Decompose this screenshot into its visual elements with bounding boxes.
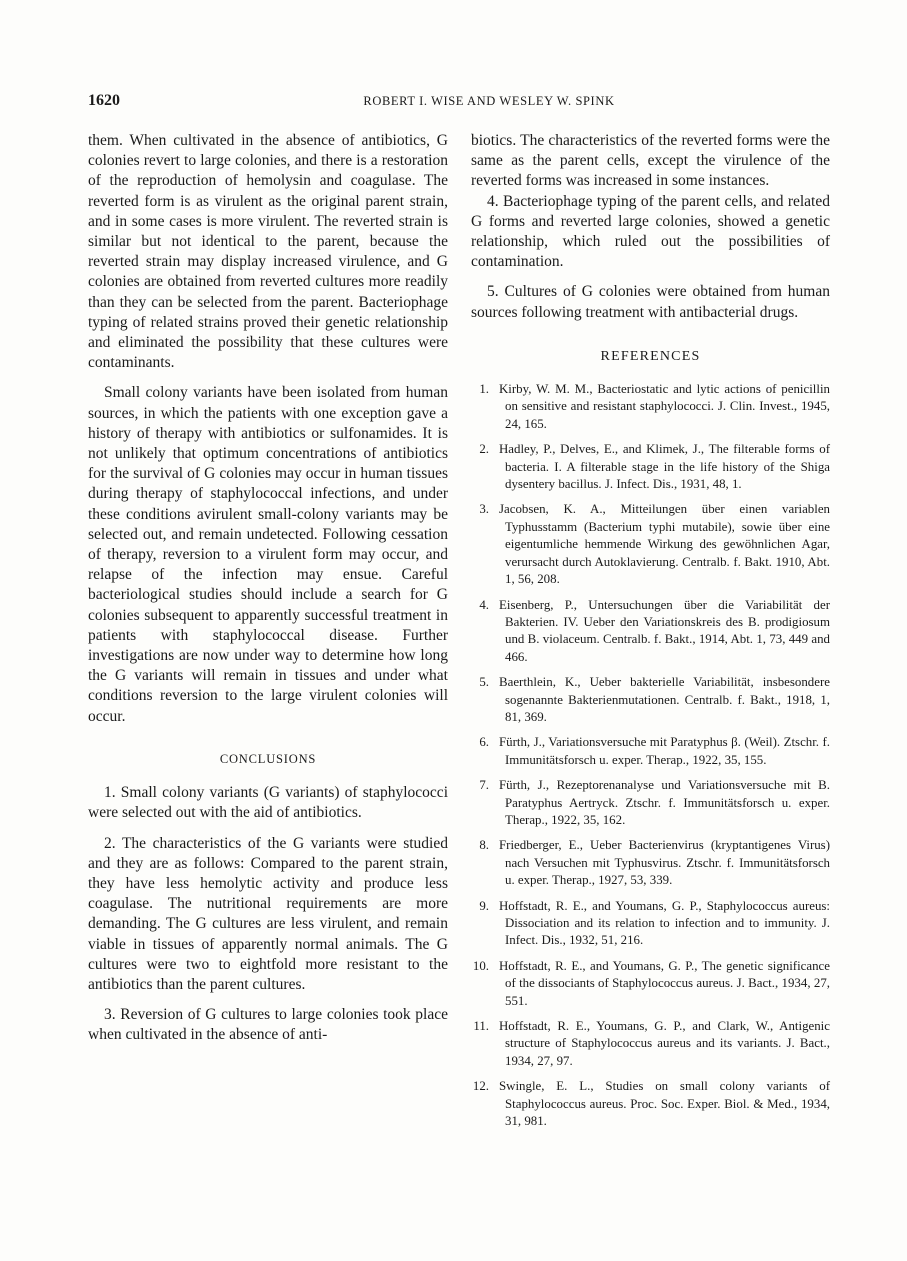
- reference-number: 3.: [479, 502, 489, 517]
- reference-number: 4.: [479, 597, 489, 612]
- reference-item: [471, 597, 830, 667]
- reference-item: [471, 441, 830, 493]
- running-head: ROBERT I. WISE AND WESLEY W. SPINK: [363, 94, 615, 108]
- conclusion-item: 2. The characteristics of the G variants were studied and they are as follows: Compared to the parent strain, they have less hemolytic activity and produce less coagulase. The nutritional requirements are more demanding. The G cultures are less virulent, and remain viable in tissues of apparently normal animals. The G cultures were two to eightfold more resistant to the antibiotics than the parent cultures.: [88, 834, 448, 993]
- conclusion-continuation: biotics. The characteristics of the reverted forms were the same as the parent cells, except the virulence of the reverted forms was increased in some instances.: [471, 132, 830, 190]
- conclusion-item: 1. Small colony variants (G variants) of staphylococci were selected out with the aid of antibiotics.: [88, 784, 448, 822]
- reference-item: [471, 501, 830, 588]
- reference-text: Kirby, W. M. M., Bacteriostatic and lytic actions of penicillin on sensitive and resistant staphylococci. J. Clin. Invest., 1945, 24, 165.: [499, 382, 830, 431]
- reference-text: Hoffstadt, R. E., and Youmans, G. P., Staphylococcus aureus: Dissociation and its relation to infection and to immunity. J. Infect. Dis., 1932, 51, 216.: [499, 898, 830, 948]
- conclusion-item: 5. Cultures of G colonies were obtained from human sources following treatment with antibacterial drugs.: [471, 283, 830, 321]
- reference-item: [471, 381, 830, 433]
- conclusion-item: 3. Reversion of G cultures to large colonies took place when cultivated in the absence of anti-: [88, 1006, 448, 1044]
- reference-item: [471, 958, 830, 1010]
- reference-item: [471, 777, 830, 829]
- reference-text: Hoffstadt, R. E., Youmans, G. P., and Clark, W., Antigenic structure of Staphylococcus aureus and its variants. J. Bact., 1934, 27, 97.: [499, 1019, 830, 1068]
- reference-item: [471, 1078, 830, 1130]
- reference-text: Fürth, J., Rezeptorenanalyse und Variationsversuche mit B. Paratyphus Aertryck. Ztschr. f. Immunitätsforsch u. exper. Therap., 1922, 35, 162.: [499, 778, 830, 827]
- body-paragraph: Small colony variants have been isolated from human sources, in which the patients with one exception gave a history of therapy with antibiotics or sulfonamides. It is not unlikely that optimum concentrations of antibiotics for the survival of G colonies may occur in human tissues during therapy of staphylococcal infections, and under these conditions avirulent small-colony variants may be selected out, and remain undetected. Following cessation of therapy, reversion to a virulent form may occur, and relapse of the infection may ensue. Careful bacteriological studies should include a search for G colonies subsequent to apparently successful treatment in patients with staphylococcal disease. Further investigations are now under way to determine how long the G variants will remain in tissues and under what conditions reversion to the large virulent colonies will occur.: [88, 384, 448, 725]
- reference-number: 8.: [479, 838, 489, 853]
- left-column: [88, 131, 448, 1046]
- reference-number: 10.: [472, 958, 489, 973]
- reference-number: 11.: [473, 1019, 489, 1034]
- reference-number: 7.: [479, 778, 489, 793]
- reference-number: 1.: [479, 382, 489, 397]
- reference-item: [471, 837, 830, 889]
- references-heading: REFERENCES: [600, 348, 701, 364]
- reference-item: [471, 734, 830, 769]
- body-paragraph: them. When cultivated in the absence of antibiotics, G colonies revert to large colonies, and there is a restoration of the reproduction of hemolysin and coagulase. The reverted form is as virulent as the original parent strain, and in some cases is more virulent. The reverted strain is similar but not identical to the parent, because the reverted strain may display increased virulence, and G colonies are obtained from reverted cultures more readily than they can be selected from the parent. Bacteriophage typing of related strains proved their genetic relationship and eliminated the possibility that these cultures were contaminants.: [88, 132, 448, 372]
- reference-number: 5.: [479, 675, 489, 690]
- reference-item: [471, 898, 830, 950]
- reference-number: 12.: [472, 1079, 489, 1094]
- page-header: [88, 92, 830, 114]
- conclusion-item: 4. Bacteriophage typing of the parent cells, and related G forms and reverted large colonies, showed a genetic relationship, which ruled out the possibilities of contamination.: [471, 192, 830, 271]
- reference-text: Fürth, J., Variationsversuche mit Paratyphus β. (Weil). Ztschr. f. Immunitätsforsch u. exper. Therap., 1922, 35, 155.: [499, 735, 830, 767]
- reference-text: Baerthlein, K., Ueber bakterielle Variabilität, insbesondere sogenannte Bakterienmutationen. Centralb. f. Bakt., 1918, 1, 81, 369.: [499, 675, 830, 724]
- reference-number: 9.: [479, 898, 489, 913]
- reference-text: Friedberger, E., Ueber Bacterienvirus (kryptantigenes Virus) nach Versuchen mit Typhusvirus. Ztschr. f. Immunitätsforsch u. exper. Therap., 1927, 53, 339.: [499, 838, 830, 888]
- references-list: [471, 381, 830, 1130]
- conclusions-list: [88, 783, 448, 1045]
- reference-text: Hadley, P., Delves, E., and Klimek, J., The filterable forms of bacteria. I. A filterable stage in the life history of the Shiga dysentery bacillus. J. Infect. Dis., 1931, 48, 1.: [499, 442, 830, 492]
- reference-number: 2.: [479, 442, 489, 457]
- reference-text: Hoffstadt, R. E., and Youmans, G. P., The genetic significance of the dissociants of Staphylococcus aureus. J. Bact., 1934, 27, 551.: [499, 958, 830, 1008]
- page-number: 1620: [88, 92, 120, 109]
- reference-text: Eisenberg, P., Untersuchungen über die Variabilität der Bakterien. IV. Ueber den Variationskreis des B. prodigiosum und B. violaceum. Centralb. f. Bakt., 1914, Abt. 1, 73, 449 and 466.: [499, 597, 830, 664]
- right-column: [471, 131, 830, 1138]
- conclusions-list-continued: [471, 192, 830, 323]
- reference-number: 6.: [479, 735, 489, 750]
- reference-text: Jacobsen, K. A., Mitteilungen über einen variablen Typhusstamm (Bacterium typhi mutabile), sowie über eine eigentumliche hemmende Wirkung des gewöhnlichen Agar, verursacht durch Autoklavierung. Centralb. f. Bakt. 1910, Abt. 1, 56, 208.: [499, 502, 830, 587]
- reference-item: [471, 1018, 830, 1070]
- reference-item: [471, 674, 830, 726]
- conclusions-heading: CONCLUSIONS: [219, 751, 317, 766]
- reference-text: Swingle, E. L., Studies on small colony variants of Staphylococcus aureus. Proc. Soc. Exper. Biol. & Med., 1934, 31, 981.: [499, 1079, 830, 1129]
